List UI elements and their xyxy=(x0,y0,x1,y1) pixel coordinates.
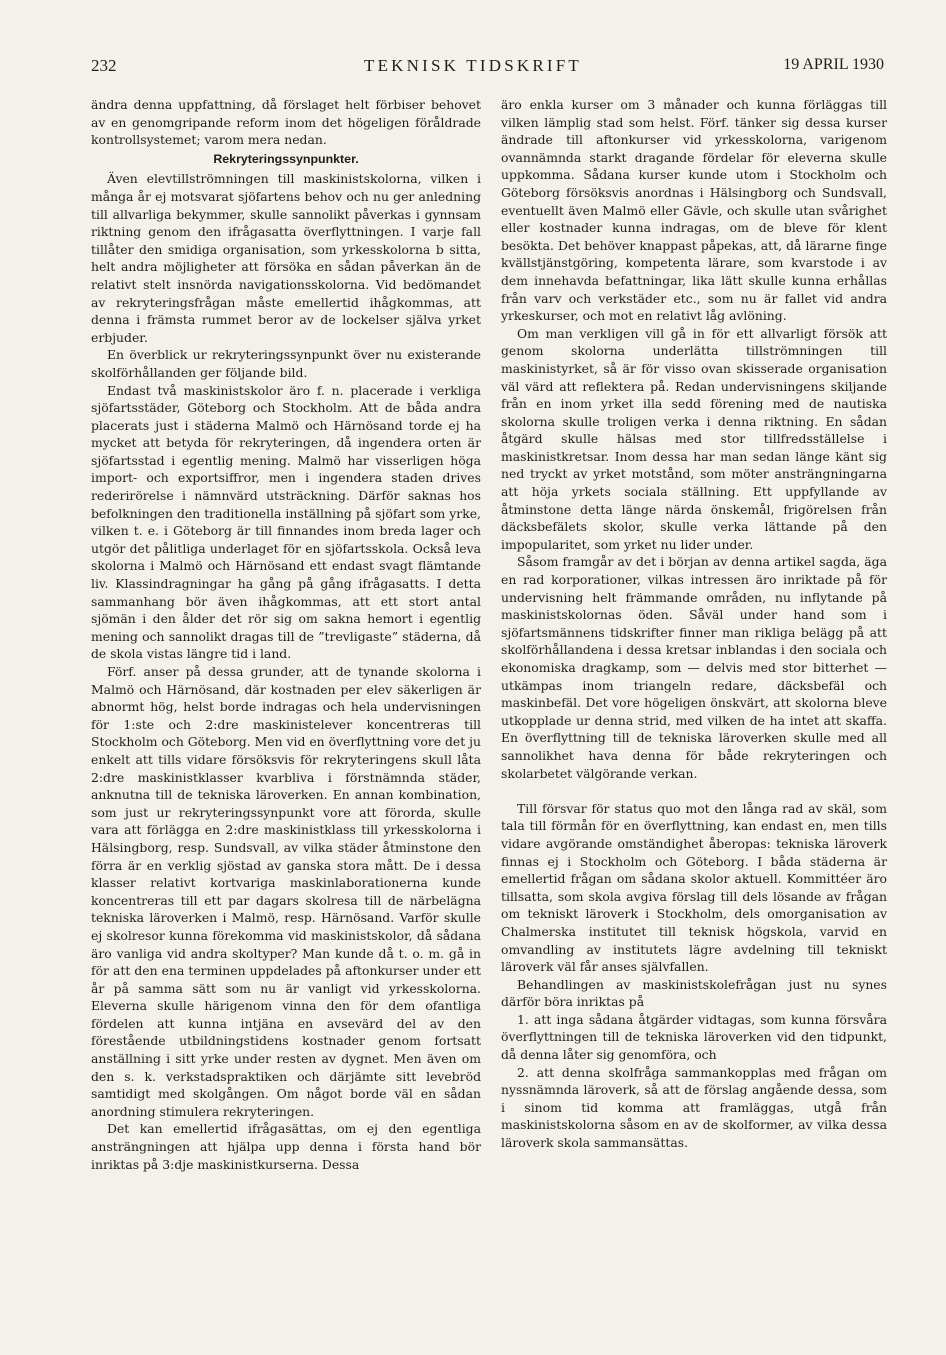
paragraph: Det kan emellertid ifrågasättas, om ej den egentliga ansträngningen att hjälpa upp denna i första hand bör inriktas på 3:dje maskinistkurserna. Dessa xyxy=(91,1121,481,1172)
paragraph: äro enkla kurser om 3 månader och kunna förläggas till vilken lämplig stad som helst. Förf. tänker sig dessa kurser ändrade till aftonkurser vid yrkesskolorna, varigenom ovannämnda starkt dragande fördelar för eleverna skulle uppkomma. Sådana kurser kunde utom i Stockholm och Göteborg försöksvis anordnas i Hälsingborg och Sundsvall, eventuellt även Malmö eller Gävle, och skulle utan svårighet eller kostnader kunna indragas, om de bleve för klent besökta. Det behöver knappast påpekas, att, då lärarne finge kvällstjänstgöring, kompetenta lärare, som kvarstode i av dem innehavda befattningar, lika lätt skulle kunna erhållas från varv och verkstäder etc., som nu är fallet vid andra yrkeskurser, och mot en relativt låg avlöning. xyxy=(501,97,887,324)
list-item: 1. att inga sådana åtgärder vidtagas, som kunna försvåra överflyttningen till de tekniska läroverken vid den tidpunkt, då denna låter sig genomföra, och xyxy=(501,1011,887,1063)
paragraph: Om man verkligen vill gå in för ett allvarligt försök att genom skolorna underlätta tillströmningen till maskinistyrket, så är för visso ovan skisserade organisation väl värd att reflektera på. Redan undervisningens skiljande från en inom yrket illa sedd förening med de nautiska skolorna skulle troligen verka i denna riktning. En sådan åtgärd skulle hälsas med stor tillfredsställelse i maskinistkretsar. Inom dessa har man sedan länge känt sig ned tryckt av yrket motstånd, som möter ansträngningarna att höja yrkets sociala ställning. Ett uppfyllande av åtminstone detta länge närda önskemål, frigörelsen från däcksbefälets skolor, skulle verka lättande på den impopularitet, som yrket nu lider under. xyxy=(501,325,887,552)
page-number: 232 xyxy=(91,56,117,75)
paragraph: Förf. anser på dessa grunder, att de tynande skolorna i Malmö och Härnösand, där kostnaden per elev säkerligen är abnormt hög, helst borde indragas och hela undervisningen för 1:ste och 2:dre maskinistelever koncentreras till Stockholm och Göteborg. Men vid en överflyttning vore det ju enkelt att tills vidare försöksvis för rekryteringens skull låta 2:dre maskinistklasser kvarbliva i förstnämnda städer, anknutna till de tekniska läroverken. En annan kombination, som just ur rekryteringssynpunkt vore att förorda, skulle vara att förlägga en 2:dre maskinistklass till yrkesskolorna i Hälsingborg, resp. Sundsvall, av vilka städer åtminstone den förra är en verklig sjöstad av ganska stora mått. De i dessa klasser relativt kortvariga maskinlaborationerna kunde koncentreras till ett par dagars skolresa till de närbelägna tekniska läroverken i Malmö, resp. Härnösand. Varför skulle ej skolresor kunna förekomma vid maskinistskolor, då sådana äro vanliga vid andra skoltyper? Man kunde då t. o. m. gå in för att den ena terminen uppdelades på aftonkurser under ett år på samma sätt som nu är vanligt vid yrkesskolorna. Eleverna skulle härigenom vinna den för dem ofantliga fördelen att kunna intjäna en avsevärd del av den förestående utbildningstidens kostnader genom fortsatt anställning i sitt yrke under resten av dygnet. Men även om den s. k. verkstadspraktiken och därjämte sitt levebröd samtidigt med skolgången. Om något borde väl en sådan anordning stimulera rekryteringen. xyxy=(91,664,481,1119)
paragraph: Endast två maskinistskolor äro f. n. placerade i verkliga sjöfartsstäder, Göteborg och Stockholm. Att de båda andra placerats just i städerna Malmö och Härnösand torde ej ha mycket att betyda för rekryteringen, då ingendera orten är sjöfartsstad i egentlig mening. Malmö har visserligen höga import- och exportsiffror, men i ingendera staden drives rederirörelse i nämnvärd utsträckning. Därför saknas hos befolkningen den traditionella inställning på sjöfart som yrke, vilken t. e. i Göteborg är till finnandes inom breda lager och utgör det pålitliga underlaget för en sjöfartsskola. Också leva skolorna i Malmö och Härnösand ett endast svagt flämtande liv. Klassindragningar ha gång på gång ifrågasatts. I detta sammanhang bör även ihågkommas, att ett stort antal sjömän i den ålder det rör sig om sakna hemort i egentlig mening och sannolikt dragas till de ”trevligaste” städerna, då de skola vistas längre tid i land. xyxy=(91,382,481,662)
journal-title: TEKNISK TIDSKRIFT xyxy=(364,56,582,75)
paragraph: Såsom framgår av det i början av denna artikel sagda, äga en rad korporationer, vilkas intressen äro inriktade på för undervisning helt främmande områden, nu inflytande på maskinistskolornas öden. Såväl under hand som i sjöfartsmännens tidskrifter finner man rikliga belägg på att skolförhållandena i dessa kretsar inblandas i den sociala och ekonomiska dragkamp, som — delvis med stor bitterhet — utkämpas inom triangeln redare, däcksbefäl och maskinbefäl. Det vore högeligen önskvärt, att skolorna bleve utkopplade ur denna strid, med vilken de ha intet att skaffa. En överflyttning till de tekniska läroverken skulle med all sannolikhet hava denna för både rekryteringen och skolarbetet välgörande verkan. xyxy=(501,554,887,781)
paragraph: En överblick ur rekryteringssynpunkt över nu existerande skolförhållanden ger följande bild. xyxy=(91,347,481,380)
left-column xyxy=(91,96,481,1173)
section-gap xyxy=(501,782,887,800)
right-column xyxy=(501,96,887,1152)
paragraph: Till försvar för status quo mot den långa rad av skäl, som tala till förmån för en överflyttning, kan endast en, men tills vidare avgörande omständighet åberopas: tekniska läroverk finnas ej i Stockholm och Göteborg. I båda städerna är emellertid frågan om sådana skolor aktuell. Kommittéer äro tillsatta, som skola avgiva förslag till dels lösande av frågan om tekniskt läroverk i Stockholm, dels omorganisation av Chalmerska institutet till teknisk högskola, varvid en omvandling av institutets lägre avdelning till tekniskt läroverk väl får anses självfallen. xyxy=(501,800,887,975)
paragraph: ändra denna uppfattning, då förslaget helt förbiser behovet av en genomgripande reform inom det högeligen föråldrade kontrollsystemet; varom mera nedan. xyxy=(91,97,481,148)
paragraph: Behandlingen av maskinistskolefrågan just nu synes därför böra inriktas på xyxy=(501,976,887,1010)
section-heading: Rekryteringssynpunkter. xyxy=(213,151,359,166)
paragraph: Även elevtillströmningen till maskinistskolorna, vilken i många år ej motsvarat sjöfartens behov och nu ger anledning till allvarliga bekymmer, skulle sannolikt påverkas i gynnsam riktning genom den ifrågasatta överflyttningen. I varje fall tillåter den smidiga organisation, som yrkesskolorna b sitta, helt andra möjligheter att försöka en sådan påverkan än de relativt stelt insnörda navigationsskolorna. Vid bedömandet av rekryteringsfrågan måste emellertid ihågkommas, att denna i främsta rummet beror av de lockelser själva yrket erbjuder. xyxy=(91,171,481,345)
issue-date: 19 APRIL 1930 xyxy=(783,56,884,73)
list-item: 2. att denna skolfråga sammankopplas med frågan om nyssnämnda läroverk, så att de förslag angående dessa, som i sinom tid komma att framläggas, utgå från maskinistskolorna såsom en av de skolformer, av vilka dessa läroverk skola sammansättas. xyxy=(501,1064,887,1151)
